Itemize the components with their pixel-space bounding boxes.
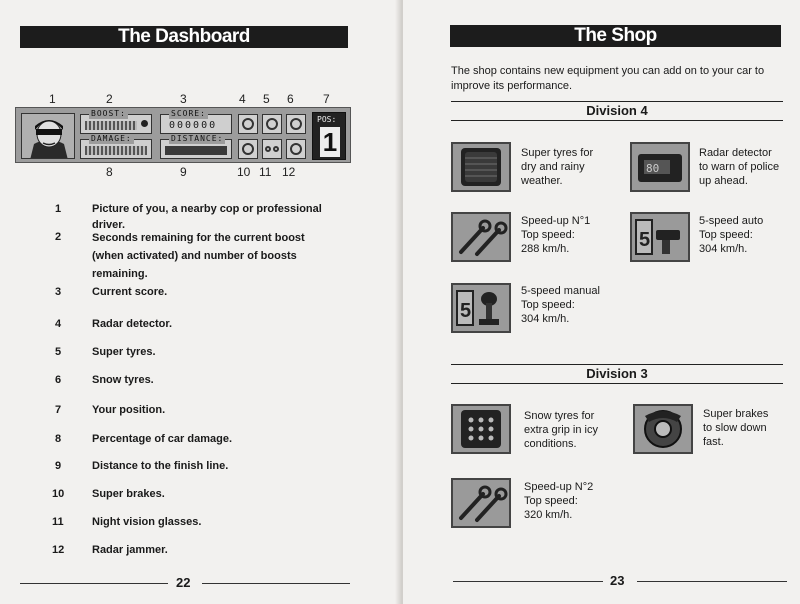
right-page (403, 0, 800, 604)
item-line: to warn of police (699, 161, 780, 173)
item-line: Radar detector (699, 147, 772, 159)
five-speed-manual-icon (451, 283, 511, 333)
item-line: fast. (703, 436, 724, 448)
item-line: Top speed: (521, 299, 575, 311)
item-line: 304 km/h. (699, 243, 748, 255)
radar-jammer-icon (286, 139, 306, 159)
legend-number: 5 (55, 346, 62, 358)
legend-text: Seconds remaining for the current boost (when activated) and number of boosts remaining. (92, 232, 305, 280)
legend-number: 7 (55, 404, 62, 416)
legend-text: Picture of you, a nearby cop or professional driver. (92, 203, 322, 231)
dashboard-number: 6 (287, 92, 294, 106)
svg-text:5: 5 (639, 229, 651, 251)
radar-detector-icon (630, 142, 690, 192)
boost-bar (85, 121, 137, 130)
item-description (524, 409, 598, 451)
snow-tyres-icon (451, 404, 511, 454)
item-line: Top speed: (699, 229, 753, 241)
division-rule (451, 120, 783, 121)
footer-rule (20, 583, 168, 584)
item-description (703, 407, 768, 449)
intro-text: The shop contains new equipment you can add on to your car to improve its performance. (451, 65, 765, 92)
position-label: POS: (317, 115, 337, 124)
position-display (312, 112, 346, 160)
item-line: Snow tyres for (524, 410, 595, 422)
legend-number: 2 (55, 231, 62, 243)
item-line: extra grip in icy (524, 424, 598, 436)
score-digits: 000000 (169, 120, 218, 131)
item-line: 5-speed manual (521, 285, 600, 297)
dashboard-number: 11 (259, 165, 272, 179)
legend-number: 8 (55, 433, 62, 445)
legend-text: Super tyres. (92, 346, 156, 358)
legend-number: 11 (52, 516, 64, 528)
legend-number: 3 (55, 286, 62, 298)
item-line: Super tyres for (521, 147, 594, 159)
position-value: 1 (320, 127, 340, 157)
legend-number: 10 (52, 488, 65, 500)
super-tyres-icon (262, 114, 282, 134)
speed-up-icon (451, 478, 511, 528)
legend-text: Your position. (92, 404, 166, 416)
distance-gauge (160, 134, 232, 159)
item-line: 320 km/h. (524, 509, 573, 521)
legend-number: 4 (55, 318, 62, 330)
item-description (699, 214, 763, 256)
distance-bar (165, 146, 227, 155)
item-line: weather. (521, 175, 563, 187)
distance-label: DISTANCE: (171, 134, 224, 143)
speed-up-icon (451, 212, 511, 262)
item-line: to slow down (703, 422, 767, 434)
item-description (521, 214, 590, 256)
legend-number: 9 (55, 460, 62, 472)
division-rule (451, 364, 783, 365)
division-rule (451, 101, 783, 102)
super-tyres-icon (451, 142, 511, 192)
damage-gauge (80, 134, 152, 159)
division-title: Division 4 (586, 103, 648, 118)
super-brakes-icon (238, 139, 258, 159)
item-line: Top speed: (524, 495, 578, 507)
dashboard-number: 1 (49, 92, 56, 106)
legend-text: Super brakes. (92, 488, 165, 500)
radar-detector-icon (238, 114, 258, 134)
footer-rule (453, 581, 603, 582)
page-title: The Shop (450, 25, 781, 47)
page-number: 23 (610, 573, 625, 588)
dashboard-number: 4 (239, 92, 246, 106)
five-speed-auto-icon (630, 212, 690, 262)
score-label: SCORE: (171, 109, 206, 118)
dashboard-number: 8 (106, 165, 113, 179)
item-line: 5-speed auto (699, 215, 764, 227)
dashboard-number: 10 (237, 165, 251, 179)
item-line: Speed-up N°1 (521, 215, 591, 227)
score-display (160, 109, 232, 134)
legend-text: Night vision glasses. (92, 516, 202, 528)
dashboard-number: 2 (106, 92, 113, 106)
division-rule (451, 383, 783, 384)
item-line: up ahead. (699, 175, 748, 187)
legend-text: Radar jammer. (92, 544, 168, 556)
snow-tyres-icon (286, 114, 306, 134)
svg-text:5: 5 (460, 300, 472, 322)
dashboard-number: 3 (180, 92, 187, 106)
item-line: dry and rainy (521, 161, 585, 173)
item-description (521, 284, 600, 326)
item-line: 288 km/h. (521, 243, 570, 255)
dashboard-number: 7 (323, 92, 330, 106)
night-vision-icon (262, 139, 282, 159)
legend-number: 6 (55, 374, 62, 386)
boost-gauge (80, 109, 152, 134)
item-line: Top speed: (521, 229, 575, 241)
dashboard-number: 9 (180, 165, 187, 179)
dashboard-number: 5 (263, 92, 270, 106)
legend-text: Current score. (92, 286, 168, 298)
legend-number: 1 (55, 203, 62, 215)
legend-text: Distance to the finish line. (92, 460, 229, 472)
damage-label: DAMAGE: (91, 134, 132, 143)
page-title: The Dashboard (20, 26, 348, 48)
item-line: Speed-up N°2 (524, 481, 594, 493)
boost-count-dot (141, 120, 148, 127)
dashboard-number: 12 (282, 165, 296, 179)
dashboard-panel (15, 107, 351, 163)
legend-text: Snow tyres. (92, 374, 154, 386)
item-description (521, 146, 593, 188)
footer-rule (637, 581, 787, 582)
item-description (524, 480, 593, 522)
legend-text: Radar detector. (92, 318, 173, 330)
item-description (699, 146, 779, 188)
footer-rule (202, 583, 350, 584)
legend-text: Percentage of car damage. (92, 433, 233, 445)
legend-number: 12 (52, 544, 65, 556)
item-line: 304 km/h. (521, 313, 570, 325)
item-line: Super brakes (703, 408, 769, 420)
damage-bar (85, 146, 147, 155)
driver-portrait (21, 113, 75, 159)
super-brakes-icon (633, 404, 693, 454)
page-number: 22 (176, 575, 191, 590)
boost-label: BOOST: (91, 109, 126, 118)
svg-text:80: 80 (646, 162, 660, 175)
division-title: Division 3 (586, 366, 648, 381)
item-line: conditions. (524, 438, 577, 450)
